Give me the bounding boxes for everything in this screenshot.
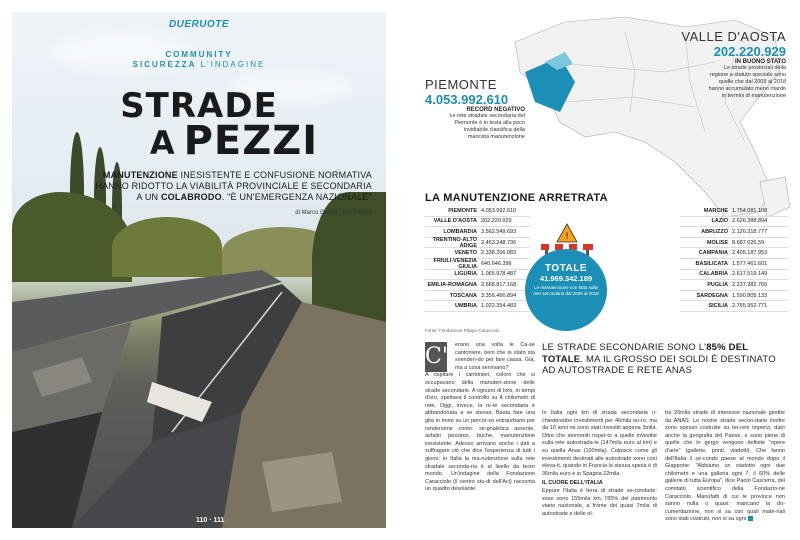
region-value-cell: 202.220.929 bbox=[481, 218, 512, 225]
piem-note: Le rete stradale secondaria del Piemonte è in testa alla poco invidiabile classifica della mancata manutenzione bbox=[449, 113, 525, 140]
piem-name: PIEMONTE bbox=[425, 77, 497, 92]
svg-text:!: ! bbox=[565, 232, 569, 242]
table-row bbox=[425, 280, 530, 291]
table-row bbox=[680, 259, 788, 270]
table-row bbox=[680, 206, 788, 217]
region-name-cell: LOMBARDIA bbox=[443, 228, 477, 235]
piem-tag: RECORD NEGATIVO bbox=[466, 107, 525, 113]
region-value-cell: 2.237.382.766 bbox=[732, 281, 768, 288]
total-disc bbox=[525, 249, 607, 331]
headline-a: A bbox=[149, 124, 176, 162]
body-col3-text: tre 20mila strade di interesse nazionale gestite da ANAS. Le nostre strade secon-darie inoltre sono spesso costruite su ter-reni impervi, dato anche la geografia del Paese, e sono piene di quelle che in gergo vengono definite "opere d'arte" (gallerie, ponti, viadotti). Che fanno dell'Italia il se-condo paese al mondo dopo il Giappone: "Abbiamo un viadotto ogni due chilometri e una galleria ogni 7, il 60% delle gallerie di tutta Europa", dice Paolo Cascerra, del comitato scientifico della Fondazio-ne Caracciolo. Manufatti di cui le province non sanno nulla o quasi: mancano la do-cumentazione, non si sa con quali mate-riali sono stati costruiti, non si sa ogni bbox=[665, 410, 785, 523]
kicker-community: COMMUNITY bbox=[165, 50, 233, 59]
region-value-cell: 2.626.388.894 bbox=[732, 218, 768, 225]
right-page bbox=[415, 12, 790, 528]
source-note: Fonte: Fondazione Filippo Caracciolo bbox=[425, 328, 500, 333]
table-row bbox=[680, 248, 788, 259]
deck-bold-1: MANUTENZIONE bbox=[102, 170, 178, 180]
region-value-cell: 1.065.978.487 bbox=[481, 271, 517, 278]
body-col1-text: A ospitare i cantonieri, coloro che si occupavano della manuten-zione delle strade secondarie. A ognuno di loro, in tempi d'oro, spettava il controllo su 4 chilometri di rete. Oggi, invece, la re-te secondaria è abbandonata a se stessa. Basta fare una gita in moto su un percor-so extraurbano per rendersene conto: se-gnaletica assente, asfalto pessimo, buche, manutenzione inesistente. Adesso arrivano anche i dati a suffragare ciò che dice l'esperienza di tutti i giorni: in Italia la ma-nutenzione sulla rete stradale seconda-ria è al livello da terzo mondo. Un'indagine della Fondazione Caracciolo (il centro stu-di dell'Aci) racconta un quadro desolante. bbox=[425, 372, 535, 493]
region-value-cell: 3.562.549.693 bbox=[481, 228, 517, 235]
table-row bbox=[680, 291, 788, 302]
headline-line-1: STRADE bbox=[120, 86, 278, 126]
pull-quote-c: . MA IL GROSSO DEI SOLDI È DESTINATO AD AUTOSTRADE E RETE ANAS bbox=[542, 353, 776, 376]
region-value-cell: 1.590.805.133 bbox=[732, 292, 768, 299]
table-row bbox=[425, 217, 530, 228]
deck-line-2: HANNO RIDOTTO LA VIABILITÀ PROVINCIALE E SECONDARIA bbox=[95, 181, 372, 191]
region-name-cell: CALABRIA bbox=[699, 271, 728, 278]
region-value-cell: 640.646.396 bbox=[481, 260, 512, 267]
body-col1-intro: erano una volta le Ca-se cantoniere, beni che lo stato sta svenden-do per fare cassa. Già, ma a cosa servivano? bbox=[455, 342, 535, 371]
pull-quote-a: LE STRADE SECONDARIE SONO L' bbox=[542, 342, 707, 353]
region-value-cell: 1.754.081.100 bbox=[732, 207, 768, 214]
kicker-section: SICUREZZA bbox=[132, 60, 197, 69]
table-row bbox=[680, 301, 788, 312]
region-value-cell: 2.338.266.083 bbox=[481, 250, 517, 257]
deck-line-1: INESISTENTE E CONFUSIONE NORMATIVA bbox=[177, 170, 372, 180]
region-name-cell: VENETO bbox=[454, 250, 477, 257]
region-value-cell: 2.617.519.149 bbox=[732, 271, 768, 278]
deck-line-3c: . "È UN'EMERGENZA NAZIONALE" bbox=[221, 192, 372, 202]
pull-quote bbox=[542, 342, 785, 377]
drop-cap: C' bbox=[425, 342, 447, 372]
label-valle-daosta bbox=[636, 29, 786, 100]
region-name-cell: MARCHE bbox=[703, 207, 728, 214]
region-name-cell: LAZIO bbox=[711, 218, 728, 225]
table-row bbox=[425, 291, 530, 302]
region-name-cell: BASILICATA bbox=[695, 260, 728, 267]
total-value: 41.969.342.189 bbox=[539, 274, 593, 283]
body-column-2 bbox=[542, 410, 657, 518]
vda-value: 202.220.929 bbox=[713, 44, 786, 59]
infographic-title: LA MANUTENZIONE ARRETRATA bbox=[425, 192, 608, 204]
region-value-cell: 3.356.466.894 bbox=[481, 292, 517, 299]
table-row bbox=[680, 217, 788, 228]
region-value-cell: 1.577.461.601 bbox=[732, 260, 768, 267]
broken-road-illustration bbox=[12, 262, 386, 528]
table-row bbox=[680, 238, 788, 249]
region-value-cell: 8.687.026.59 bbox=[732, 239, 765, 246]
region-name-cell: UMBRIA bbox=[455, 303, 477, 310]
region-name-cell: PIEMONTE bbox=[448, 207, 477, 214]
region-name-cell: VALLE D'AOSTA bbox=[433, 218, 477, 225]
region-value-cell: 4.053.992.610 bbox=[481, 207, 517, 214]
region-name-cell: LIGURIA bbox=[454, 271, 477, 278]
page-folio-left: 110 · 111 bbox=[196, 517, 225, 524]
table-row bbox=[680, 270, 788, 281]
region-name-cell: EMILIA-ROMAGNA bbox=[427, 281, 477, 288]
region-name-cell: FRIULI-VENEZIA GIULIA bbox=[433, 257, 477, 270]
pull-quote-bold: 85% DEL TOTALE bbox=[542, 342, 749, 365]
table-row bbox=[425, 270, 530, 281]
label-piemonte bbox=[425, 77, 525, 141]
region-name-cell: MOLISE bbox=[706, 239, 728, 246]
body-subhead: IL CUORE DELL'ITALIA bbox=[542, 480, 603, 487]
region-name-cell: PUGLIA bbox=[707, 281, 728, 288]
vda-note: Le strade provinciali della regione a statuto speciale sono quelle che dal 2009 al 2018 hanno accumulato meno ritardo in termini di manutenzione bbox=[708, 65, 786, 99]
region-name-cell: SICILIA bbox=[708, 303, 728, 310]
kicker bbox=[12, 50, 386, 70]
table-row bbox=[425, 238, 530, 249]
table-row bbox=[425, 206, 530, 217]
body-column-1 bbox=[425, 342, 535, 494]
left-page-photo bbox=[12, 12, 386, 528]
region-value-cell: 2.765.952.771 bbox=[732, 303, 768, 310]
region-value-cell: 1.022.354.483 bbox=[481, 303, 517, 310]
table-row bbox=[425, 301, 530, 312]
vda-tag: IN BUONO STATO bbox=[735, 59, 786, 65]
region-value-cell: 2.405.187.953 bbox=[732, 250, 768, 257]
table-row bbox=[680, 227, 788, 238]
table-row bbox=[425, 259, 530, 270]
magazine-logo: DUERUOTE bbox=[168, 19, 230, 30]
region-name-cell: TRENTINO-ALTO ADIGE bbox=[432, 236, 477, 249]
total-note: Le manutenzione non fatta sulla rete secondaria dal 2009 al 2018 bbox=[533, 285, 599, 296]
body-col2-text-a: In Italia ogni km di strada secondaria ri-chiederebbe investimenti per 46mila eu-ro, ma da 10 anni ne sono stati investiti appena 3mila. Oltre che ammoniti rispet-to a quelle investite sulla rete autostrada-le (147mila euro al km) e su quella Anas (100mila). Colpisce come gli investimenti destinati alle autostrade sono così eleva-ti, quando in Francia la stessa spesa è di 36mila euro e in Spagna 22mila. bbox=[542, 410, 657, 477]
region-name-cell: SARDEGNA bbox=[696, 292, 728, 299]
body-col2-text-b: Eppure l'Italia è terra di strade se-condarie: esse sono 155mila km, l'85% del patrimonio viario nazionale, a fronte dei quasi 7mila di autostrade e delle ol- bbox=[542, 487, 657, 517]
body-column-3 bbox=[665, 410, 785, 524]
regions-table-left bbox=[425, 206, 530, 312]
region-name-cell: CAMPANIA bbox=[698, 250, 728, 257]
vda-name: VALLE D'AOSTA bbox=[681, 29, 786, 44]
total-label: TOTALE bbox=[544, 263, 588, 274]
region-value-cell: 2.463.248.736 bbox=[481, 239, 517, 246]
region-value-cell: 2.126.318.777 bbox=[732, 228, 768, 235]
region-value-cell: 2.668.817.168 bbox=[481, 281, 517, 288]
headline-line-2 bbox=[12, 118, 386, 164]
kicker-subsection: L'INDAGINE bbox=[200, 60, 266, 69]
region-name-cell: ABRUZZO bbox=[701, 228, 728, 235]
regions-table-right bbox=[680, 206, 788, 312]
region-name-cell: TOSCANA bbox=[449, 292, 477, 299]
byline: di Marco Gentili · foto Fotolia bbox=[295, 210, 372, 216]
deck-bold-2: COLABRODO bbox=[160, 192, 222, 202]
deck-text bbox=[52, 170, 372, 203]
end-of-article-mark bbox=[748, 516, 753, 521]
headline-pezzi: PEZZI bbox=[183, 118, 319, 164]
piem-value: 4.053.992.610 bbox=[425, 92, 509, 107]
deck-line-3a: A UN bbox=[136, 192, 161, 202]
table-row bbox=[680, 280, 788, 291]
